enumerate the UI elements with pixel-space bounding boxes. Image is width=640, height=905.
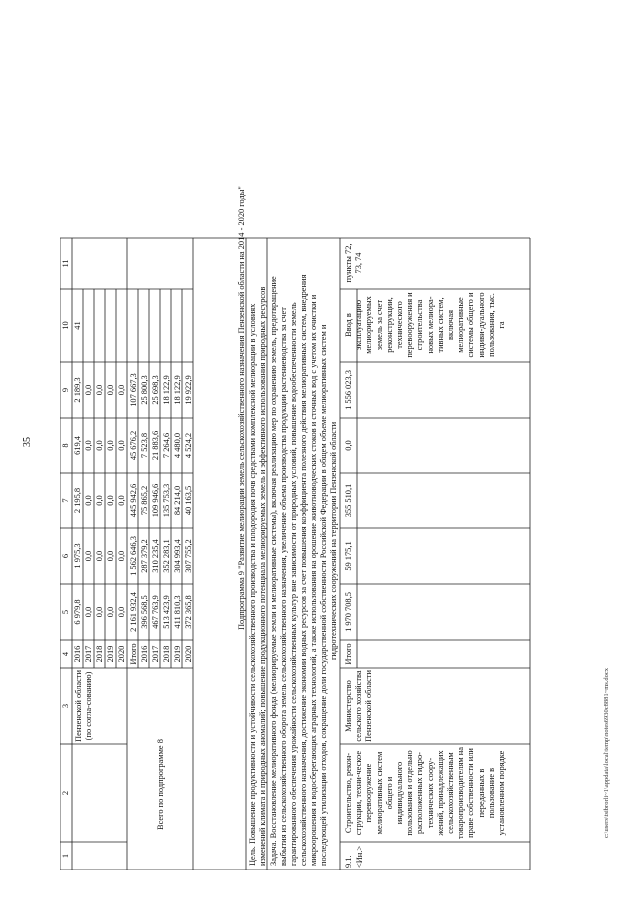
item-val-5: 1 970 708,5 — [344, 592, 353, 632]
total-row-value: 107 667,3 — [129, 373, 138, 407]
total-row-value: 445 942,6 — [129, 483, 138, 518]
area-row-value: 0,0 — [106, 495, 115, 506]
area-row-year: 2017 — [84, 645, 93, 663]
total-row-year: 2020 — [184, 645, 193, 663]
total-row-value: 304 993,4 — [173, 539, 182, 573]
total-row-value: 411 810,3 — [173, 595, 182, 629]
total-row-year: 2017 — [151, 645, 160, 663]
area-row-value: 619,4 — [73, 436, 82, 455]
col-num-2: 2 — [61, 790, 70, 796]
item-indicator: Ввод в эксплуатацию мелиорируемых земель за счет реконструкции, технического перевооружения и строительства новых мелиора-тивных систем, включая мелиоративные системы общего и индиви-дуального пользования, тыс. га — [344, 292, 507, 358]
item-points: пункты 72, 73, 74 — [344, 243, 364, 283]
footer-path: c:\users\tsibrorli~1\appdata\local\temp\notes6930c8881~ms.docx — [603, 667, 610, 838]
total-row-value: 1 562 646,3 — [129, 536, 138, 576]
total-row-value: 372 365,8 — [184, 595, 193, 629]
total-row-value: 352 283,1 — [162, 539, 171, 573]
task-line-4: сельскохозяйственного назначения, достижение экономии водных ресурсов за счет повышения коэффициента полезного действия мелиоративных систем, внедрения — [299, 274, 308, 866]
item-executor: Министерство сельского хозяйства Пензенской области — [344, 670, 374, 742]
area-row-value: 0,0 — [117, 384, 126, 396]
total-row-value: 287 379,2 — [140, 539, 149, 573]
item-year: Итого — [344, 643, 353, 665]
area-row-value: 0,0 — [117, 495, 126, 506]
total-row-value: 109 946,6 — [151, 483, 160, 518]
area-row-value: 0,0 — [84, 440, 93, 451]
total-row-year: 2019 — [173, 645, 182, 663]
total-row-value: 4 524,2 — [184, 432, 193, 459]
total-row-year: 2016 — [140, 645, 149, 663]
total-row-value: 307 755,2 — [184, 539, 193, 573]
area-row-value: 2 195,8 — [73, 487, 82, 514]
total-row-value: 467 763,9 — [151, 595, 160, 629]
area-row-value: 1 975,3 — [73, 543, 82, 569]
col-num-10: 10 — [61, 321, 70, 330]
area-row-year: 2020 — [117, 645, 126, 663]
total-row-value: 21 883,6 — [151, 430, 160, 461]
total-row-value: 513 423,9 — [162, 595, 171, 629]
total-row-value: 18 122,9 — [173, 375, 182, 405]
area-row-value: 0,0 — [117, 606, 126, 618]
rotated-table — [60, 38, 560, 870]
area-row-value: 0,0 — [117, 550, 126, 562]
area-row-value: 0,0 — [106, 440, 115, 451]
item-val-9: 1 556 023,3 — [344, 370, 353, 410]
total-row-value: 135 753,3 — [162, 483, 171, 518]
area-row-year: 2016 — [73, 645, 82, 663]
total-row-value: 396 568,5 — [140, 595, 149, 629]
total-row-value: 4 480,0 — [173, 432, 182, 459]
area-row-value: 0,0 — [84, 606, 93, 618]
total-row-value: 75 865,2 — [140, 485, 149, 516]
task-line-2: выбытия из сельскохозяйственного оборота земель сельскохозяйственного назначения, увеличение объема производства продукции растениеводства за счет — [279, 307, 288, 866]
total-row-value: 19 922,9 — [184, 375, 193, 405]
area-row-value: 2 189,3 — [73, 377, 82, 403]
area-row-value: 0,0 — [84, 495, 93, 506]
area-row-value: 0,0 — [95, 550, 104, 562]
col-num-6: 6 — [61, 553, 70, 559]
task-line-6: последующей утилизации отходов, сокращение доли государственной собственности Российской Федерации в общем объеме мелиоративных систем и — [319, 324, 328, 866]
total-row-value: 7 264,6 — [162, 432, 171, 459]
total-row-value: 7 523,8 — [140, 432, 149, 459]
area-row-value: 0,0 — [95, 606, 104, 618]
col-num-3: 3 — [61, 703, 70, 709]
goal-line-2: изменений климата и природных аномалий; повышение продукционного потенциала мелиорируемых земель и эффективного использования природных ресурсов — [258, 286, 267, 866]
area-row-value: 0,0 — [106, 384, 115, 396]
subprogram-title: Подпрограмма 9 "Развитие мелиорации земель сельскохозяйственного назначения Пензенской области на 2014 - 2020 годы" — [237, 186, 246, 630]
item-val-6: 59 175,1 — [344, 541, 353, 571]
area-row-year: 2018 — [95, 645, 104, 663]
item-val-7: 355 510,1 — [344, 483, 353, 518]
area-row-value: 0,0 — [84, 384, 93, 396]
item-val-8: 0,0 — [344, 440, 353, 451]
area-name: Пензенской области (по согла-сованию) — [74, 670, 94, 742]
col-num-7: 7 — [61, 498, 70, 503]
col-num-8: 8 — [61, 443, 70, 448]
task-line-5: микроорошения и водосберегающих аграрных технологий, а также использования на орошение животноводческих стоков и сточных вод с учетом их очистки и — [309, 294, 318, 866]
total-row-value: 25 800,3 — [140, 375, 149, 405]
area-row-value: 0,0 — [95, 384, 104, 396]
total-row-value: 18 122,9 — [162, 375, 171, 405]
total-row-value: 310 235,4 — [151, 539, 160, 573]
area-row-value: 0,0 — [84, 550, 93, 562]
goal-line-1: Цель. Повышение продуктивности и устойчивости сельскохозяйственного производства и плодородия почв средствами комплексной мелиорации в условиях — [248, 303, 257, 866]
col-num-11: 11 — [61, 259, 70, 268]
total-row-year: Итого — [129, 643, 138, 665]
task-line-1: Задача. Восстановление мелиоративного фонда (мелиорируемые земли и мелиоративные системы), включая реализацию мер по охранению земель, предотвращение — [269, 276, 278, 866]
area-row-value: 0,0 — [117, 440, 126, 451]
col-num-4: 4 — [61, 651, 70, 657]
total-label: Всего по подпрограмме 8 — [156, 739, 165, 830]
area-row-value: 0,0 — [95, 495, 104, 506]
task-line-7: гидротехнических сооружений на территории Пензенской области — [329, 421, 338, 660]
area-row-col10: 41 — [73, 321, 82, 330]
total-row-value: 25 698,3 — [151, 375, 160, 405]
area-row-value: 0,0 — [106, 550, 115, 562]
col-num-5: 5 — [61, 609, 70, 615]
total-row-value: 45 676,2 — [129, 430, 138, 461]
area-row-year: 2019 — [106, 645, 115, 663]
col-num-1: 1 — [61, 853, 70, 859]
item-mark: <Ин.> — [355, 845, 364, 868]
task-line-3: гарантированного обеспечения урожайности сельскохозяйственных культур вне зависимости от природных условий, повышение водообеспеченности земель — [289, 302, 298, 866]
area-row-value: 0,0 — [106, 606, 115, 618]
item-name: Строительство, рекон-струкции, техни-ческое перевооружение мелиоративных систем общего и индивидуального пользования и отдельно расположенных гидро-технических соору-жений, принадлежащих сельскохозяйственным товаропроизводителям на праве собственности или переданных в пользование в установленном порядке — [344, 747, 507, 839]
area-row-value: 6 979,8 — [73, 599, 82, 625]
item-number: 9.1. — [344, 855, 353, 868]
area-row-value: 0,0 — [95, 440, 104, 451]
page-number: 35 — [22, 437, 33, 447]
total-row-value: 2 161 932,4 — [129, 592, 138, 632]
total-row-value: 84 214,0 — [173, 485, 182, 516]
col-num-9: 9 — [61, 387, 70, 393]
total-row-value: 40 163,5 — [184, 485, 193, 516]
total-row-year: 2018 — [162, 645, 171, 663]
